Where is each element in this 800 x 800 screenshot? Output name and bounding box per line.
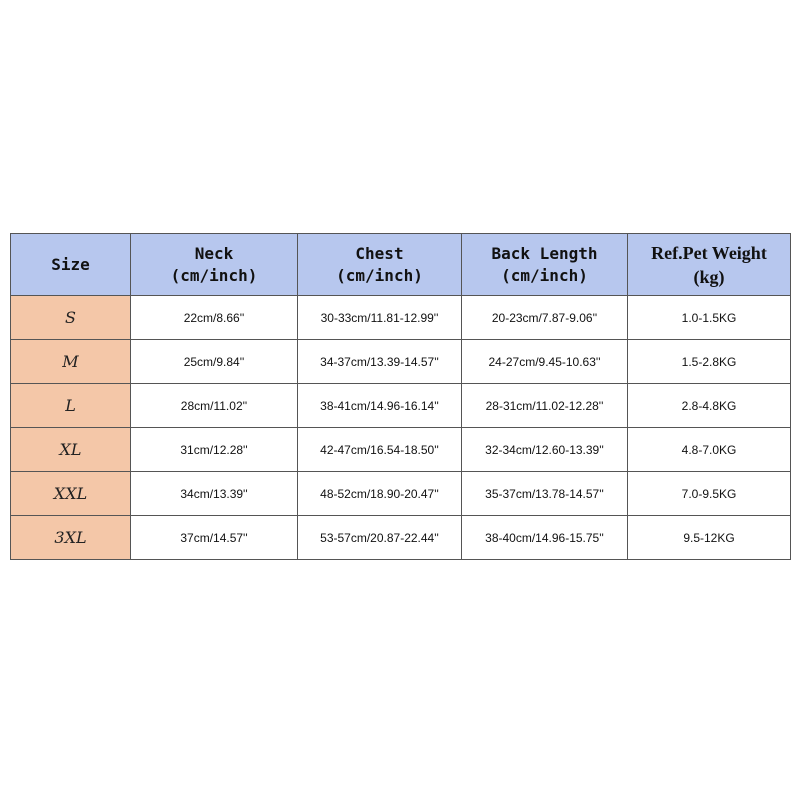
neck-cell: 31cm/12.28'' xyxy=(131,428,298,472)
pet-weight-cell: 7.0-9.5KG xyxy=(628,472,791,516)
chest-cell: 30-33cm/11.81-12.99'' xyxy=(298,296,462,340)
back-length-cell: 28-31cm/11.02-12.28'' xyxy=(462,384,628,428)
header-row xyxy=(11,234,791,296)
pet-weight-cell: 2.8-4.8KG xyxy=(628,384,791,428)
header-chest-label: Chest xyxy=(355,243,404,263)
chest-cell: 34-37cm/13.39-14.57'' xyxy=(298,340,462,384)
pet-weight-cell: 1.0-1.5KG xyxy=(628,296,791,340)
header-size-label: Size xyxy=(51,254,90,274)
back-length-cell: 32-34cm/12.60-13.39'' xyxy=(462,428,628,472)
header-neck-label: Neck xyxy=(194,243,234,263)
pet-weight-cell: 9.5-12KG xyxy=(628,516,791,560)
table-row xyxy=(11,340,791,384)
table-row xyxy=(11,516,791,560)
header-pet-weight xyxy=(628,234,791,296)
size-cell: L xyxy=(11,384,131,428)
chest-cell: 53-57cm/20.87-22.44'' xyxy=(298,516,462,560)
size-cell: XXL xyxy=(11,472,131,516)
neck-cell: 22cm/8.66'' xyxy=(131,296,298,340)
table-row xyxy=(11,296,791,340)
pet-weight-cell: 4.8-7.0KG xyxy=(628,428,791,472)
size-cell: XL xyxy=(11,428,131,472)
pet-weight-cell: 1.5-2.8KG xyxy=(628,340,791,384)
header-neck-unit: (cm/inch) xyxy=(170,265,258,285)
header-back-length-unit: (cm/inch) xyxy=(501,265,588,285)
header-pet-weight-unit: (kg) xyxy=(693,266,725,287)
size-cell: S xyxy=(11,296,131,340)
back-length-cell: 20-23cm/7.87-9.06'' xyxy=(462,296,628,340)
header-size xyxy=(11,234,131,296)
chest-cell: 42-47cm/16.54-18.50'' xyxy=(298,428,462,472)
header-pet-weight-label: Ref.Pet Weight xyxy=(651,242,767,263)
neck-cell: 28cm/11.02'' xyxy=(131,384,298,428)
header-chest xyxy=(298,234,462,296)
neck-cell: 37cm/14.57'' xyxy=(131,516,298,560)
table-row xyxy=(11,472,791,516)
back-length-cell: 38-40cm/14.96-15.75'' xyxy=(462,516,628,560)
header-back-length xyxy=(462,234,628,296)
size-chart-table xyxy=(10,233,791,560)
header-chest-unit: (cm/inch) xyxy=(336,265,423,285)
table-row xyxy=(11,384,791,428)
back-length-cell: 35-37cm/13.78-14.57'' xyxy=(462,472,628,516)
table-row xyxy=(11,428,791,472)
size-cell: M xyxy=(11,340,131,384)
back-length-cell: 24-27cm/9.45-10.63'' xyxy=(462,340,628,384)
neck-cell: 25cm/9.84'' xyxy=(131,340,298,384)
chest-cell: 38-41cm/14.96-16.14'' xyxy=(298,384,462,428)
header-back-length-label: Back Length xyxy=(491,243,598,263)
header-neck xyxy=(131,234,298,296)
chest-cell: 48-52cm/18.90-20.47'' xyxy=(298,472,462,516)
size-cell: 3XL xyxy=(11,516,131,560)
neck-cell: 34cm/13.39'' xyxy=(131,472,298,516)
